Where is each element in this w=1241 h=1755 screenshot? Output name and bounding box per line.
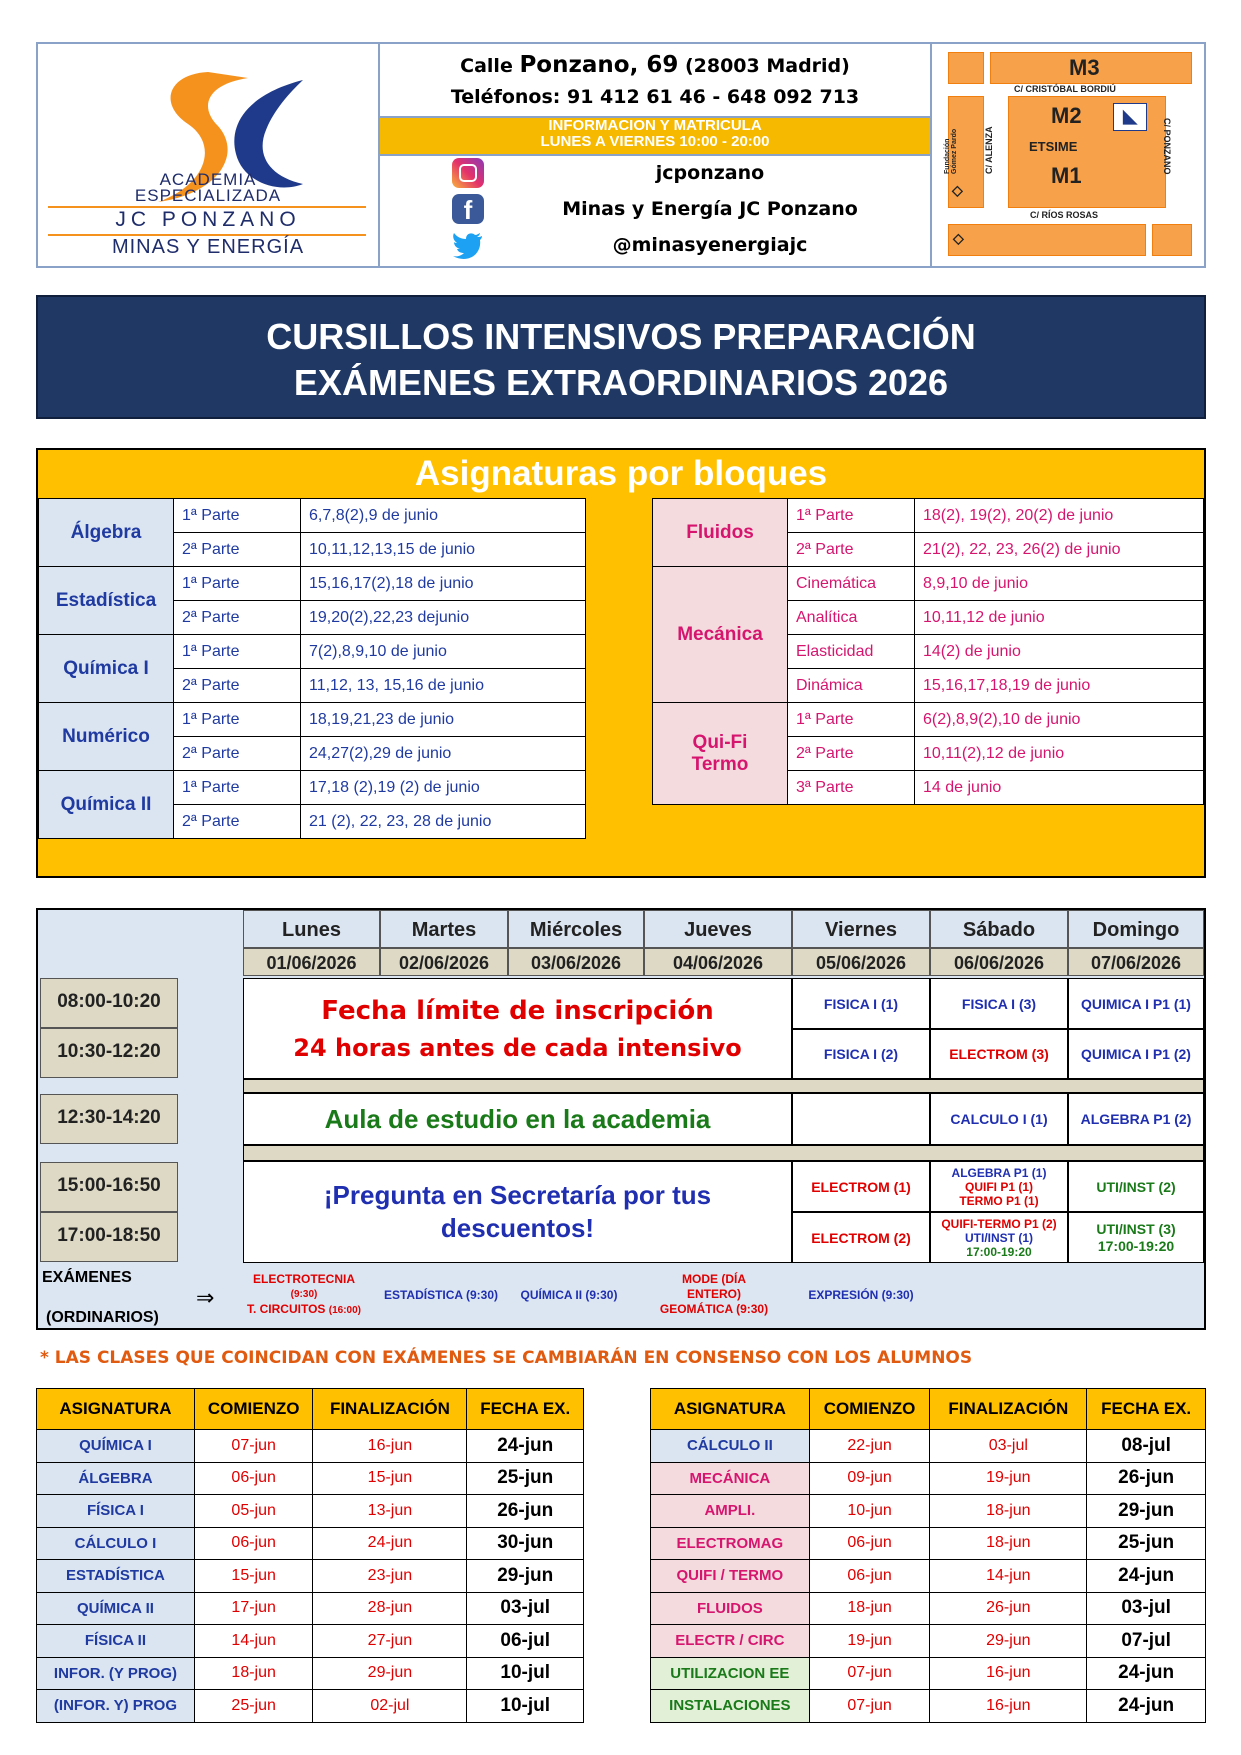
slot-2: 10:30-12:20 (40, 1028, 178, 1078)
course-start: 17-jun (194, 1592, 313, 1625)
deadline-line-2: 24 horas antes de cada intensivo (293, 1033, 742, 1062)
block-dates: 21 (2), 22, 23, 28 de junio (301, 805, 586, 839)
course-start: 07-jun (194, 1430, 313, 1463)
block-part: 2ª Parte (788, 533, 915, 567)
cell-viernes-2: FISICA I (2) (792, 1029, 930, 1079)
day-name-6: Domingo (1068, 910, 1204, 948)
course-end: 19-jun (930, 1462, 1087, 1495)
course-subject: QUÍMICA II (37, 1592, 195, 1625)
academy-logo (38, 44, 380, 266)
block-part: 1ª Parte (174, 703, 301, 737)
header (36, 42, 1206, 268)
block-row (653, 703, 1204, 737)
diamond-icon-2: ◇ (953, 230, 964, 246)
day-name-2: Miércoles (508, 910, 644, 948)
logo-line-2: ESPECIALIZADA (134, 186, 282, 205)
courses-table-left (36, 1388, 584, 1723)
street-right: C/ PONZANO (1162, 118, 1172, 175)
info-line-1: INFORMACION Y MATRICULA (548, 117, 762, 134)
block-dates: 24,27(2),29 de junio (301, 737, 586, 771)
course-exam-date: 29-jun (1087, 1495, 1206, 1528)
course-start: 10-jun (809, 1495, 930, 1528)
course-exam-date: 30-jun (467, 1527, 584, 1560)
courses-header: FECHA EX. (467, 1389, 584, 1430)
subjects-by-block (36, 448, 1206, 878)
block-part: Cinemática (788, 567, 915, 601)
block-part: 2ª Parte (174, 601, 301, 635)
cell-domingo-1: QUIMICA I P1 (1) (1068, 978, 1204, 1029)
logo-line-3: JC PONZANO (115, 208, 301, 231)
map-block (948, 52, 984, 84)
exam-miercoles: QUÍMICA II (9:30) (520, 1288, 618, 1302)
course-subject: ESTADÍSTICA (37, 1560, 195, 1593)
course-row (37, 1657, 584, 1690)
courses-header-row (37, 1389, 584, 1430)
course-exam-date: 03-jul (467, 1592, 584, 1625)
street-bottom: C/ RÍOS ROSAS (1030, 210, 1099, 220)
course-row (37, 1462, 584, 1495)
exam-conflict-note: * LAS CLASES QUE COINCIDAN CON EXÁMENES SE CAMBIARÁN EN CONSENSO CON LOS ALUMNOS (40, 1348, 973, 1368)
cell-domingo-5: UTI/INST (3) 17:00-19:20 (1068, 1212, 1204, 1263)
day-date-2: 03/06/2026 (508, 948, 644, 976)
course-row (651, 1625, 1206, 1658)
courses-header: FINALIZACIÓN (313, 1389, 467, 1430)
instagram-handle: jcponzano (655, 162, 765, 184)
course-exam-date: 29-jun (467, 1560, 584, 1593)
block-row (39, 635, 586, 669)
course-start: 22-jun (809, 1430, 930, 1463)
info-line-2: LUNES A VIERNES 10:00 - 20:00 (540, 133, 770, 150)
block-row (39, 771, 586, 805)
courses-header: ASIGNATURA (37, 1389, 195, 1430)
courses-header: COMIENZO (194, 1389, 313, 1430)
course-subject: AMPLI. (651, 1495, 810, 1528)
block-dates: 10,11(2),12 de junio (915, 737, 1204, 771)
course-end: 13-jun (313, 1495, 467, 1528)
block-dates: 14(2) de junio (915, 635, 1204, 669)
block-dates: 14 de junio (915, 771, 1204, 805)
course-end: 18-jun (930, 1495, 1087, 1528)
block-dates: 18,19,21,23 de junio (301, 703, 586, 737)
course-end: 14-jun (930, 1560, 1087, 1593)
facebook-name: Minas y Energía JC Ponzano (562, 198, 858, 220)
street-left: C/ ALENZA (984, 126, 994, 174)
instagram-row[interactable] (380, 156, 930, 190)
block-row (39, 703, 586, 737)
course-row (37, 1495, 584, 1528)
block-part: 2ª Parte (174, 805, 301, 839)
course-row (651, 1430, 1206, 1463)
cell-sabado-4: ALGEBRA P1 (1) QUIFI P1 (1) TERMO P1 (1) (930, 1161, 1068, 1212)
course-exam-date: 24-jun (1087, 1690, 1206, 1723)
block-subject: Mecánica (653, 567, 788, 703)
course-start: 15-jun (194, 1560, 313, 1593)
slot-1: 08:00-10:20 (40, 978, 178, 1028)
course-exam-date: 24-jun (1087, 1657, 1206, 1690)
course-row (37, 1690, 584, 1723)
course-start: 06-jun (809, 1527, 930, 1560)
course-exam-date: 26-jun (467, 1495, 584, 1528)
course-end: 16-jun (930, 1657, 1087, 1690)
exams-label: EXÁMENES (42, 1269, 132, 1286)
course-row (651, 1690, 1206, 1723)
block-dates: 6(2),8,9(2),10 de junio (915, 703, 1204, 737)
course-row (651, 1592, 1206, 1625)
block-part: 1ª Parte (174, 771, 301, 805)
discounts-notice: ¡Pregunta en Secretaría por tus descuentos! (243, 1161, 792, 1263)
day-name-4: Viernes (792, 910, 930, 948)
block-subject: Álgebra (39, 499, 174, 567)
cell-sabado-2: ELECTROM (3) (930, 1029, 1068, 1079)
course-subject: QUÍMICA I (37, 1430, 195, 1463)
block-part: 3ª Parte (788, 771, 915, 805)
deadline-line-1: Fecha límite de inscripción (321, 995, 714, 1026)
course-end: 16-jun (930, 1690, 1087, 1723)
course-start: 09-jun (809, 1462, 930, 1495)
course-exam-date: 07-jul (1087, 1625, 1206, 1658)
logo-line-4: MINAS Y ENERGÍA (111, 236, 305, 258)
course-end: 29-jun (930, 1625, 1087, 1658)
block-part: 2ª Parte (788, 737, 915, 771)
block-part: 1ª Parte (174, 567, 301, 601)
course-start: 18-jun (809, 1592, 930, 1625)
facebook-icon: f (452, 194, 484, 224)
block-dates: 19,20(2),22,23 dejunio (301, 601, 586, 635)
course-row (651, 1495, 1206, 1528)
course-end: 28-jun (313, 1592, 467, 1625)
block-part: 1ª Parte (174, 635, 301, 669)
contact-info (380, 44, 932, 266)
block-row (39, 499, 586, 533)
academy-map-icon: ◣ (1113, 103, 1147, 131)
course-subject: QUIFI / TERMO (651, 1560, 810, 1593)
course-exam-date: 25-jun (1087, 1527, 1206, 1560)
course-row (37, 1527, 584, 1560)
break-separator-2 (243, 1145, 1204, 1161)
course-end: 26-jun (930, 1592, 1087, 1625)
course-start: 18-jun (194, 1657, 313, 1690)
instagram-icon (452, 158, 484, 188)
left-blocks-table (38, 498, 586, 839)
day-date-4: 05/06/2026 (792, 948, 930, 976)
exam-lunes: ELECTROTECNIA (9:30) T. CIRCUITOS (16:00) (246, 1272, 362, 1316)
map-block-bottom (948, 224, 1146, 256)
block-subject: Estadística (39, 567, 174, 635)
right-blocks-table (652, 498, 1204, 805)
course-row (651, 1462, 1206, 1495)
arrow-icon: ⇒ (196, 1285, 215, 1310)
exam-viernes: EXPRESIÓN (9:30) (808, 1288, 914, 1302)
course-row (37, 1430, 584, 1463)
map-block-m3: M3 (990, 52, 1192, 84)
courses-header: FINALIZACIÓN (930, 1389, 1087, 1430)
course-end: 23-jun (313, 1560, 467, 1593)
course-exam-date: 10-jul (467, 1690, 584, 1723)
course-subject: MECÁNICA (651, 1462, 810, 1495)
cell-viernes-1: FISICA I (1) (792, 978, 930, 1029)
block-subject: Química II (39, 771, 174, 839)
day-date-0: 01/06/2026 (243, 948, 380, 976)
course-start: 06-jun (809, 1560, 930, 1593)
break-separator-1 (243, 1079, 1204, 1093)
day-date-3: 04/06/2026 (644, 948, 792, 976)
course-exam-date: 25-jun (467, 1462, 584, 1495)
registration-deadline-notice (243, 978, 792, 1079)
exams-label-2: (ORDINARIOS) (46, 1309, 159, 1326)
block-dates: 10,11,12,13,15 de junio (301, 533, 586, 567)
course-end: 15-jun (313, 1462, 467, 1495)
day-date-5: 06/06/2026 (930, 948, 1068, 976)
course-subject: ELECTROMAG (651, 1527, 810, 1560)
course-subject: INSTALACIONES (651, 1690, 810, 1723)
diamond-icon: ◇ (952, 182, 963, 198)
courses-header: COMIENZO (809, 1389, 930, 1430)
block-dates: 21(2), 22, 23, 26(2) de junio (915, 533, 1204, 567)
course-end: 18-jun (930, 1527, 1087, 1560)
block-dates: 18(2), 19(2), 20(2) de junio (915, 499, 1204, 533)
cell-viernes-3 (792, 1093, 930, 1145)
block-subject: Fluidos (653, 499, 788, 567)
course-end: 02-jul (313, 1690, 467, 1723)
course-subject: ELECTR / CIRC (651, 1625, 810, 1658)
course-subject: FLUIDOS (651, 1592, 810, 1625)
exam-jueves: MODE (DÍA ENTERO) GEOMÁTICA (9:30) (659, 1272, 769, 1316)
course-exam-date: 10-jul (467, 1657, 584, 1690)
cell-sabado-1: FISICA I (3) (930, 978, 1068, 1029)
courses-header: FECHA EX. (1087, 1389, 1206, 1430)
course-row (37, 1560, 584, 1593)
facebook-row[interactable] (380, 192, 930, 226)
study-room-notice: Aula de estudio en la academia (243, 1093, 792, 1145)
block-dates: 6,7,8(2),9 de junio (301, 499, 586, 533)
block-row (653, 499, 1204, 533)
course-subject: INFOR. (Y PROG) (37, 1657, 195, 1690)
location-map (934, 44, 1204, 266)
courses-header: ASIGNATURA (651, 1389, 810, 1430)
title-line-2: EXÁMENES EXTRAORDINARIOS 2026 (293, 362, 949, 403)
course-subject: CÁLCULO II (651, 1430, 810, 1463)
slot-5: 17:00-18:50 (40, 1212, 178, 1262)
course-row (651, 1560, 1206, 1593)
street-top: C/ CRISTÓBAL BORDIÚ (1014, 84, 1116, 94)
course-end: 27-jun (313, 1625, 467, 1658)
block-part: 1ª Parte (788, 703, 915, 737)
course-start: 25-jun (194, 1690, 313, 1723)
course-end: 03-jul (930, 1430, 1087, 1463)
twitter-icon (452, 230, 484, 260)
cell-domingo-2: QUIMICA I P1 (2) (1068, 1029, 1204, 1079)
course-start: 06-jun (194, 1462, 313, 1495)
campus-block: M2 ◣ ETSIME M1 (1008, 96, 1166, 208)
course-start: 07-jun (809, 1657, 930, 1690)
course-end: 16-jun (313, 1430, 467, 1463)
course-start: 05-jun (194, 1495, 313, 1528)
block-dates: 10,11,12 de junio (915, 601, 1204, 635)
twitter-handle: @minasyenergiajc (612, 234, 808, 256)
cell-domingo-4: UTI/INST (2) (1068, 1161, 1204, 1212)
cell-domingo-3: ALGEBRA P1 (2) (1068, 1093, 1204, 1145)
day-name-3: Jueves (644, 910, 792, 948)
course-start: 19-jun (809, 1625, 930, 1658)
course-subject: UTILIZACION EE (651, 1657, 810, 1690)
cell-sabado-3: CALCULO I (1) (930, 1093, 1068, 1145)
foundation: Fundación Gómez Pardo (944, 128, 958, 174)
course-end: 29-jun (313, 1657, 467, 1690)
course-exam-date: 24-jun (1087, 1560, 1206, 1593)
course-row (37, 1625, 584, 1658)
day-date-1: 02/06/2026 (380, 948, 508, 976)
block-part: Dinámica (788, 669, 915, 703)
block-dates: 7(2),8,9,10 de junio (301, 635, 586, 669)
logo-line-1: ACADEMIA (159, 170, 257, 189)
day-date-6: 07/06/2026 (1068, 948, 1204, 976)
block-dates: 15,16,17,18,19 de junio (915, 669, 1204, 703)
twitter-row[interactable] (380, 228, 930, 262)
block-part: 2ª Parte (174, 533, 301, 567)
block-dates: 17,18 (2),19 (2) de junio (301, 771, 586, 805)
course-row (651, 1527, 1206, 1560)
block-subject: Numérico (39, 703, 174, 771)
phones: Teléfonos: 91 412 61 46 - 648 092 713 (450, 86, 860, 108)
course-subject: FÍSICA I (37, 1495, 195, 1528)
title-line-1: CURSILLOS INTENSIVOS PREPARACIÓN (266, 316, 976, 357)
cell-sabado-5: QUIFI-TERMO P1 (2) UTI/INST (1) 17:00-19:20 (930, 1212, 1068, 1263)
course-subject: (INFOR. Y) PROG (37, 1690, 195, 1723)
slot-3: 12:30-14:20 (40, 1094, 178, 1144)
course-subject: FÍSICA II (37, 1625, 195, 1658)
courses-table-right (650, 1388, 1206, 1723)
day-name-5: Sábado (930, 910, 1068, 948)
course-end: 24-jun (313, 1527, 467, 1560)
block-part: 1ª Parte (174, 499, 301, 533)
block-part: 2ª Parte (174, 669, 301, 703)
course-exam-date: 06-jul (467, 1625, 584, 1658)
slot-4: 15:00-16:50 (40, 1162, 178, 1212)
block-part: 1ª Parte (788, 499, 915, 533)
course-row (37, 1592, 584, 1625)
page-title (36, 295, 1206, 419)
course-exam-date: 08-jul (1087, 1430, 1206, 1463)
block-dates: 8,9,10 de junio (915, 567, 1204, 601)
block-dates: 11,12, 13, 15,16 de junio (301, 669, 586, 703)
block-part: 2ª Parte (174, 737, 301, 771)
exam-martes: ESTADÍSTICA (9:30) (383, 1288, 498, 1302)
map-block-corner (1152, 224, 1192, 256)
course-subject: ÁLGEBRA (37, 1462, 195, 1495)
course-exam-date: 24-jun (467, 1430, 584, 1463)
address: Calle Ponzano, 69 (28003 Madrid) (460, 52, 850, 78)
course-start: 14-jun (194, 1625, 313, 1658)
day-name-1: Martes (380, 910, 508, 948)
course-subject: CÁLCULO I (37, 1527, 195, 1560)
courses-header-row (651, 1389, 1206, 1430)
blocks-title: Asignaturas por bloques (414, 454, 828, 493)
course-row (651, 1657, 1206, 1690)
block-part: Analítica (788, 601, 915, 635)
course-exam-date: 03-jul (1087, 1592, 1206, 1625)
info-band (380, 116, 930, 156)
course-exam-date: 26-jun (1087, 1462, 1206, 1495)
course-start: 07-jun (809, 1690, 930, 1723)
block-subject: Qui-Fi Termo (653, 703, 788, 805)
day-name-0: Lunes (243, 910, 380, 948)
cell-viernes-4: ELECTROM (1) (792, 1161, 930, 1212)
weekly-schedule (36, 908, 1206, 1330)
block-part: Elasticidad (788, 635, 915, 669)
cell-viernes-5: ELECTROM (2) (792, 1212, 930, 1263)
block-dates: 15,16,17(2),18 de junio (301, 567, 586, 601)
block-row (653, 567, 1204, 601)
course-start: 06-jun (194, 1527, 313, 1560)
block-subject: Química I (39, 635, 174, 703)
block-row (39, 567, 586, 601)
